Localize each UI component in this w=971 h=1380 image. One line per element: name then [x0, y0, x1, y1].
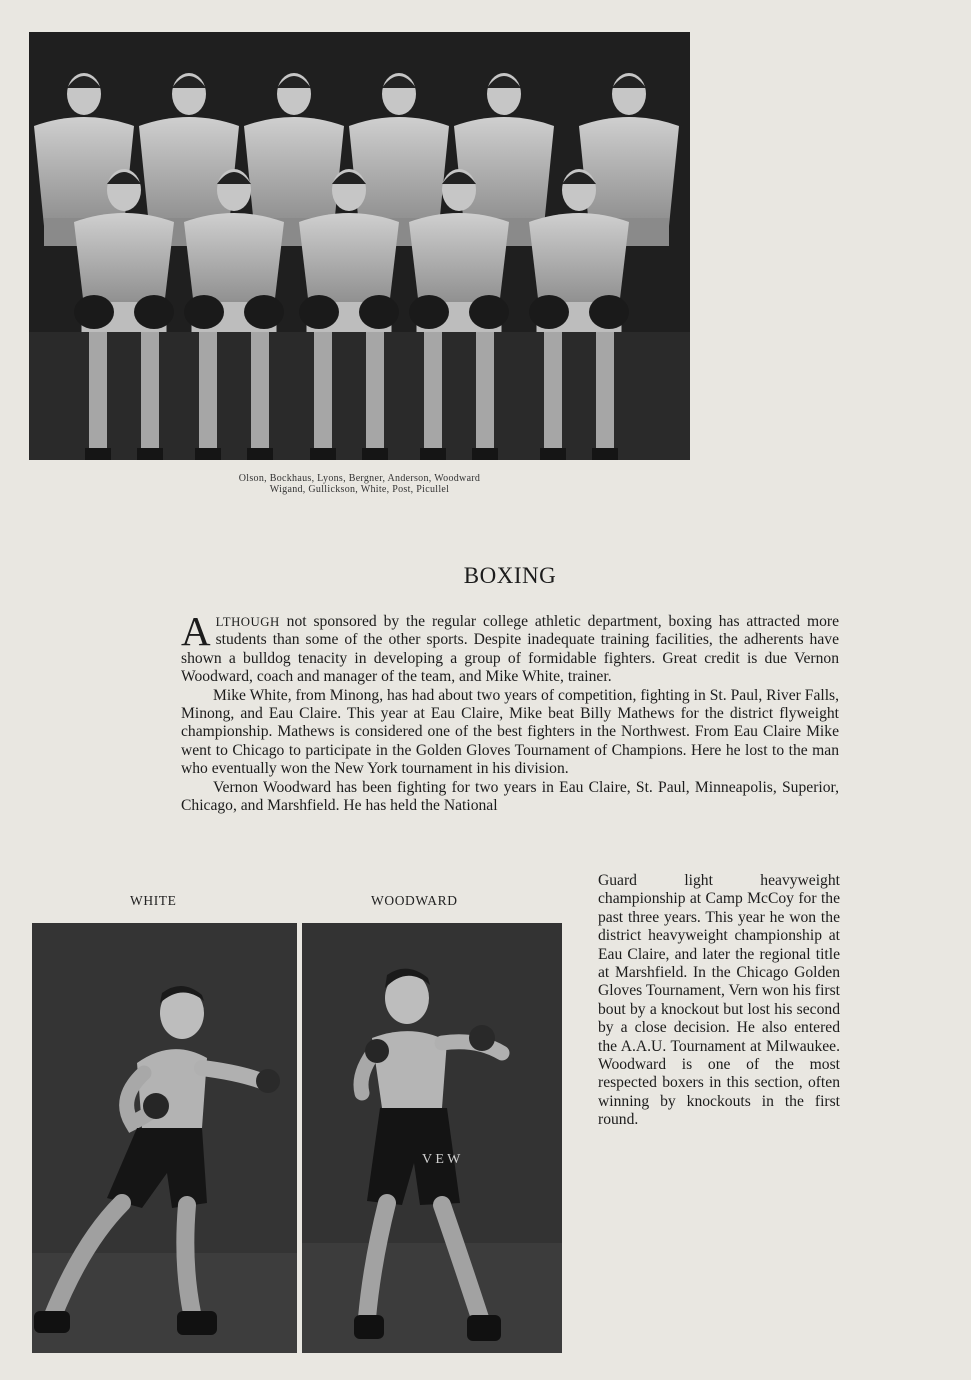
- team-photo-image: [29, 32, 690, 460]
- article-side-column: [598, 872, 840, 1130]
- white-photo: [32, 923, 297, 1353]
- team-photo: [29, 32, 690, 460]
- page-title: BOXING: [463, 563, 557, 588]
- drop-cap: A: [181, 608, 211, 654]
- white-boxer-figure: [32, 923, 297, 1353]
- caption-line-1: Olson, Bockhaus, Lyons, Bergner, Anderson, Woodward: [238, 473, 481, 484]
- woodward-photo: [302, 923, 562, 1353]
- woodward-photo-label: WOODWARD: [371, 893, 458, 908]
- caption-line-2: Wigand, Gullickson, White, Post, Picullel: [269, 484, 450, 495]
- lead-smallcaps: LTHOUGH: [215, 615, 280, 629]
- paragraph-1-text: not sponsored by the regular college athletic department, boxing has attracted more students than some of the other sports. Despite inadequate training facilities, the adherents have shown a bulldog tenacity in developing a group of formidable fighters. Great credit is due Vernon Woodward, coach and manager of the team, and Mike White, trainer.: [181, 613, 839, 686]
- paragraph-1: [181, 608, 839, 687]
- article-body: [181, 608, 839, 815]
- paragraph-3-continued: Guard light heavyweight championship at Camp McCoy for the past three years. This year he won the district heavyweight championship at Eau Claire, and later the regional title at Marshfield. In the Chicago Golden Gloves Tournament, Vern won his first bout by a knockout but lost his second by a close decision. He also entered the A.A.U. Tournament at Milwaukee. Woodward is one of the most respected boxers in this section, often winning by knockouts in the first round.: [598, 872, 840, 1129]
- trunks-monogram: V E W: [422, 1152, 461, 1167]
- woodward-boxer-figure: [302, 923, 562, 1353]
- white-photo-label: WHITE: [130, 893, 177, 908]
- paragraph-3: Vernon Woodward has been fighting for two years in Eau Claire, St. Paul, Minneapolis, Superior, Chicago, and Marshfield. He has held the National: [181, 778, 839, 815]
- paragraph-2: Mike White, from Minong, has had about two years of competition, fighting in St. Paul, River Falls, Minong, and Eau Claire. This year at Eau Claire, Mike beat Billy Mathews for the district flyweight championship. Mathews is considered one of the best fighters in the Northwest. From Eau Claire Mike went to Chicago to participate in the Golden Gloves Tournament of Champions. Here he lost to the man who eventually won the New York tournament in his division.: [181, 686, 839, 778]
- team-photo-caption: [29, 473, 690, 495]
